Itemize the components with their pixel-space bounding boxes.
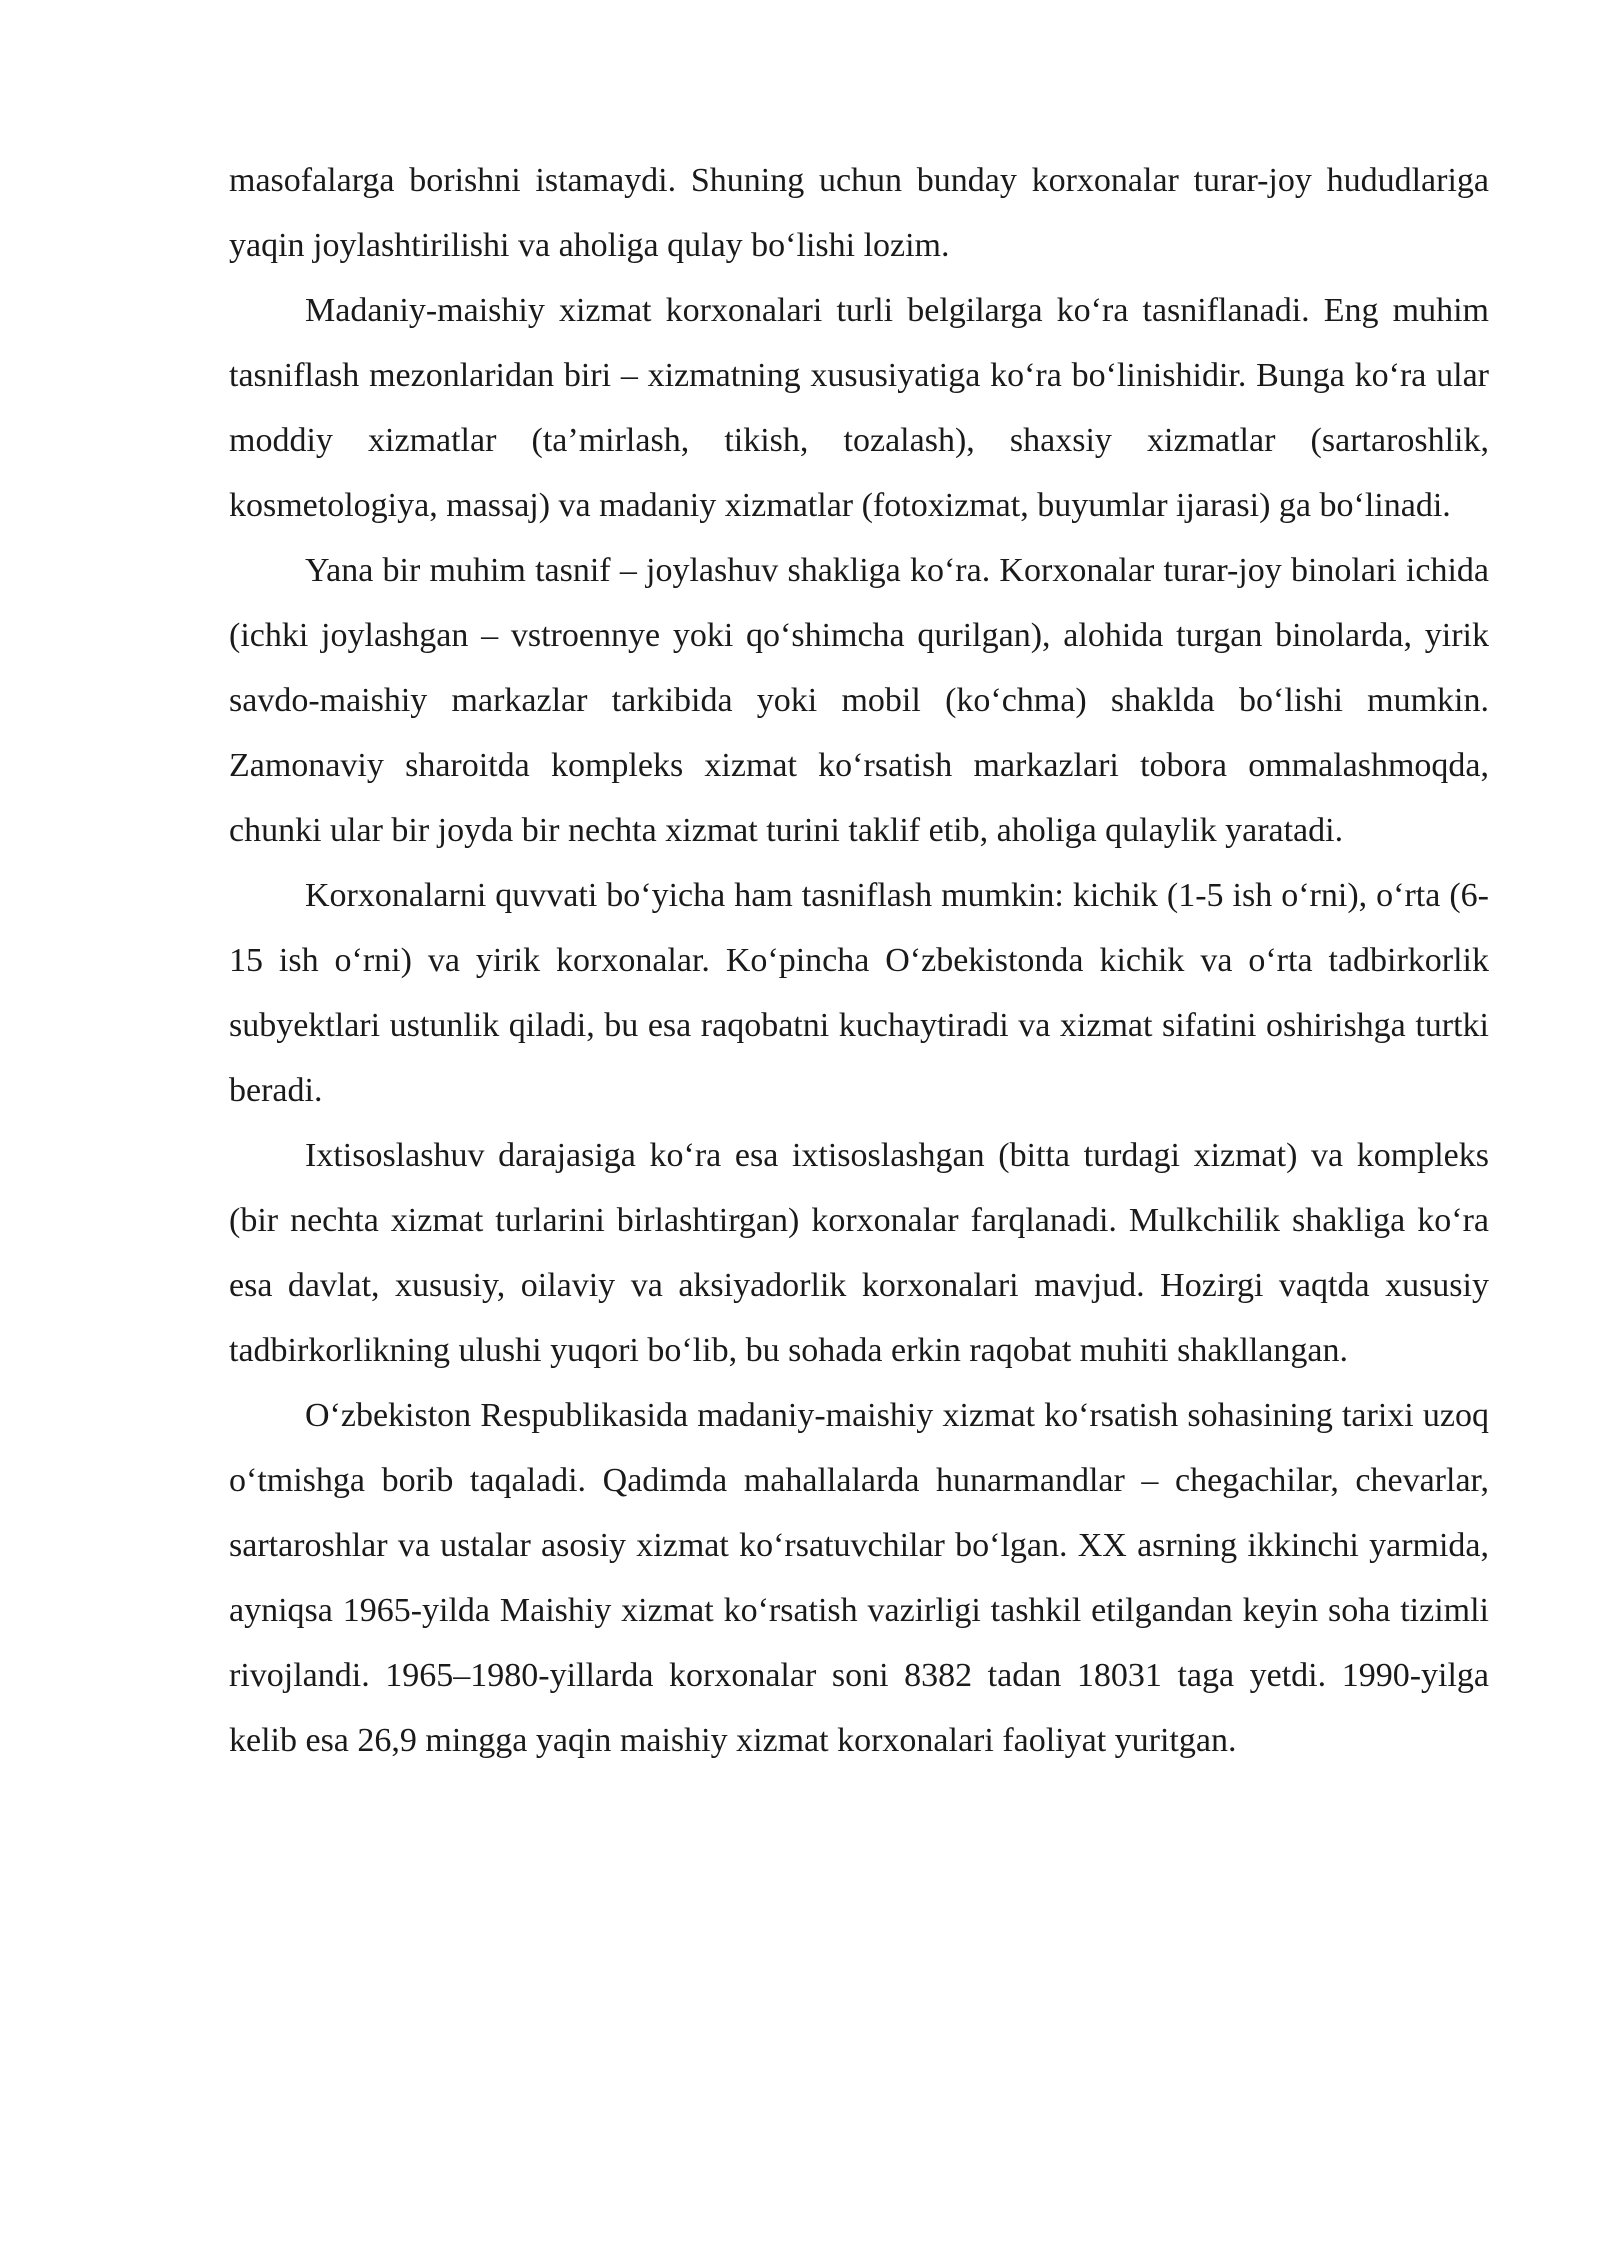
paragraph-continuation: masofalarga borishni istamaydi. Shuning uchun bunday korxonalar turar-joy hududlariga yaqin joylashtirilishi va aholiga qulay bo‘lishi lozim. [229,162,1489,264]
paragraph-specialization: Ixtisoslashuv darajasiga ko‘ra esa ixtisoslashgan (bitta turdagi xizmat) va kompleks (bir nechta xizmat turlarini birlashtirgan) korxonalar farqlanadi. Mulkchilik shakliga ko‘ra esa davlat, xususiy, oilaviy va aksiyadorlik korxonalari mavjud. Hozirgi vaqtda xususiy tadbirkorlikning ulushi yuqori bo‘lib, bu sohada erkin raqobat muhiti shakllangan. [229,1137,1489,1369]
document-body [229,148,1489,1773]
paragraph-capacity: Korxonalarni quvvati bo‘yicha ham tasniflash mumkin: kichik (1-5 ish o‘rni), o‘rta (6-15 ish o‘rni) va yirik korxonalar. Ko‘pincha O‘zbekistonda kichik va o‘rta tadbirkorlik subyektlari ustunlik qiladi, bu esa raqobatni kuchaytiradi va xizmat sifatini oshirishga turtki beradi. [229,877,1489,1109]
paragraph-history: O‘zbekiston Respublikasida madaniy-maishiy xizmat ko‘rsatish sohasining tarixi uzoq o‘tmishga borib taqaladi. Qadimda mahallalarda hunarmandlar – chegachilar, chevarlar, sartaroshlar va ustalar asosiy xizmat ko‘rsatuvchilar bo‘lgan. XX asrning ikkinchi yarmida, ayniqsa 1965-yilda Maishiy xizmat ko‘rsatish vazirligi tashkil etilgandan keyin soha tizimli rivojlandi. 1965–1980-yillarda korxonalar soni 8382 tadan 18031 taga yetdi. 1990-yilga kelib esa 26,9 mingga yaqin maishiy xizmat korxonalari faoliyat yuritgan. [229,1397,1489,1759]
paragraph-location-form: Yana bir muhim tasnif – joylashuv shakliga ko‘ra. Korxonalar turar-joy binolari ichida (ichki joylashgan – vstroennye yoki qo‘shimcha qurilgan), alohida turgan binolarda, yirik savdo-maishiy markazlar tarkibida yoki mobil (ko‘chma) shaklda bo‘lishi mumkin. Zamonaviy sharoitda kompleks xizmat ko‘rsatish markazlari tobora ommalashmoqda, chunki ular bir joyda bir nechta xizmat turini taklif etib, aholiga qulaylik yaratadi. [229,552,1489,849]
paragraph-classification: Madaniy-maishiy xizmat korxonalari turli belgilarga ko‘ra tasniflanadi. Eng muhim tasniflash mezonlaridan biri – xizmatning xususiyatiga ko‘ra bo‘linishidir. Bunga ko‘ra ular moddiy xizmatlar (ta’mirlash, tikish, tozalash), shaxsiy xizmatlar (sartaroshlik, kosmetologiya, massaj) va madaniy xizmatlar (fotoxizmat, buyumlar ijarasi) ga bo‘linadi. [229,292,1489,524]
